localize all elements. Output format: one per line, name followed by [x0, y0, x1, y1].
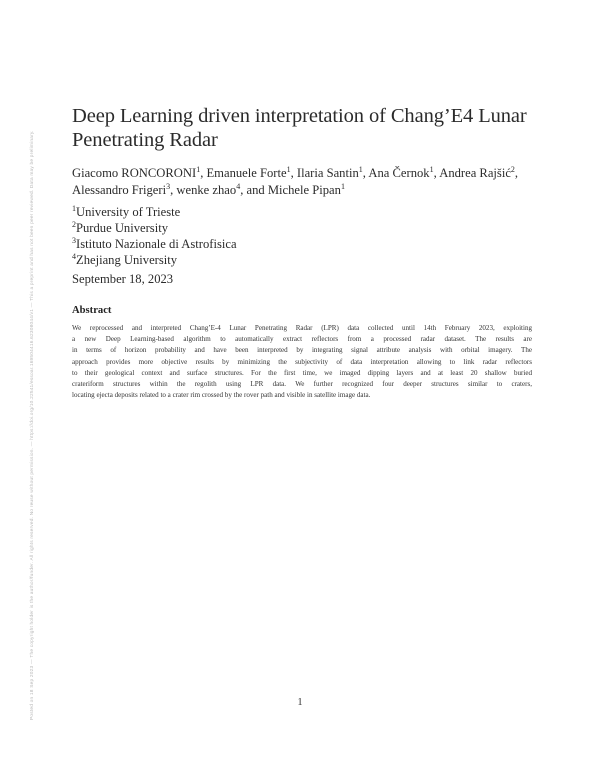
author-line-1 [72, 165, 542, 182]
author-separator: , [170, 183, 177, 197]
affiliation-name: Zhejiang University [76, 253, 178, 267]
abstract-line: approach provides more objective results by minimizing the subjectivity of data interpretation allowing to link radar reflectors [72, 357, 532, 366]
paper-title-line-1: Deep Learning driven interpretation of Chang’E4 Lunar [72, 105, 527, 127]
author-affiliation-mark: 3 [166, 182, 171, 191]
affiliation-item [72, 252, 237, 268]
affiliation-name: University of Trieste [76, 205, 181, 219]
author-separator: , and [240, 183, 268, 197]
affiliation-item [72, 236, 237, 252]
affiliation-name: Istituto Nazionale di Astrofisica [76, 237, 237, 251]
affiliation-mark: 3 [72, 236, 76, 245]
author-name: Emanuele Forte [206, 166, 287, 180]
affiliation-list [72, 204, 237, 268]
author-name: Ana Černok [368, 166, 430, 180]
author-separator: , [433, 166, 440, 180]
abstract-line: to their geological context and surface structures. For the first time, we imaged dipping layers and at least 20 shallow buried [72, 368, 532, 377]
author-line-2 [72, 182, 542, 199]
author-name: Andrea Rajšić [439, 166, 511, 180]
author-name: wenke zhao [176, 183, 237, 197]
author-separator: , [290, 166, 297, 180]
paper-title [72, 104, 532, 152]
affiliation-item [72, 220, 237, 236]
paper-title-line-2: Penetrating Radar [72, 129, 218, 151]
preprint-sidebar-stamp: Posted on 18 Sep 2023 — The copyright holder is the author/funder. All rights reserved. No reuse without permission. — https://doi.org/10.22541/essoar.169504416.62308044/v1 — This a preprint and has not been peer reviewed. Data may be preliminary. [30, 130, 35, 720]
author-name: Alessandro Frigeri [72, 183, 167, 197]
author-affiliation-mark: 1 [286, 165, 291, 174]
author-separator: , [362, 166, 369, 180]
abstract-heading: Abstract [72, 305, 112, 316]
abstract-body [72, 323, 532, 401]
author-affiliation-mark: 1 [358, 165, 363, 174]
page-number: 1 [297, 697, 303, 708]
publication-date: September 18, 2023 [72, 272, 174, 286]
abstract-line: in terms of horizon probability and have been interpreted by integrating signal attribute analysis with orbital imagery. The [72, 346, 532, 355]
author-affiliation-mark: 4 [236, 182, 241, 191]
abstract-line: a new Deep Learning-based algorithm to automatically extract reflectors from a processed radar dataset. The results are [72, 335, 532, 344]
author-name: Ilaria Santin [296, 166, 359, 180]
author-separator: , [200, 166, 207, 180]
author-affiliation-mark: 1 [429, 165, 434, 174]
affiliation-name: Purdue University [76, 221, 168, 235]
abstract-line: locating ejecta deposits related to a crater rim crossed by the rover path and visible in satellite image data. [72, 391, 371, 400]
affiliation-item [72, 204, 237, 220]
author-name: Giacomo RONCORONI [72, 166, 197, 180]
affiliation-mark: 4 [72, 252, 76, 261]
author-list [72, 165, 542, 199]
author-affiliation-mark: 1 [340, 182, 345, 191]
abstract-line: We reprocessed and interpreted Chang’E-4 Lunar Penetrating Radar (LPR) data collected until 14th February 2023, exploiting [72, 324, 532, 332]
author-affiliation-mark: 2 [510, 165, 515, 174]
author-affiliation-mark: 1 [196, 165, 201, 174]
author-separator: , [514, 166, 519, 180]
abstract-line: crateriform structures within the regolith using LPR data. We further recognized four deeper structures similar to craters, [72, 380, 532, 389]
affiliation-mark: 1 [72, 204, 76, 213]
author-name: Michele Pipan [267, 183, 341, 197]
affiliation-mark: 2 [72, 220, 76, 229]
